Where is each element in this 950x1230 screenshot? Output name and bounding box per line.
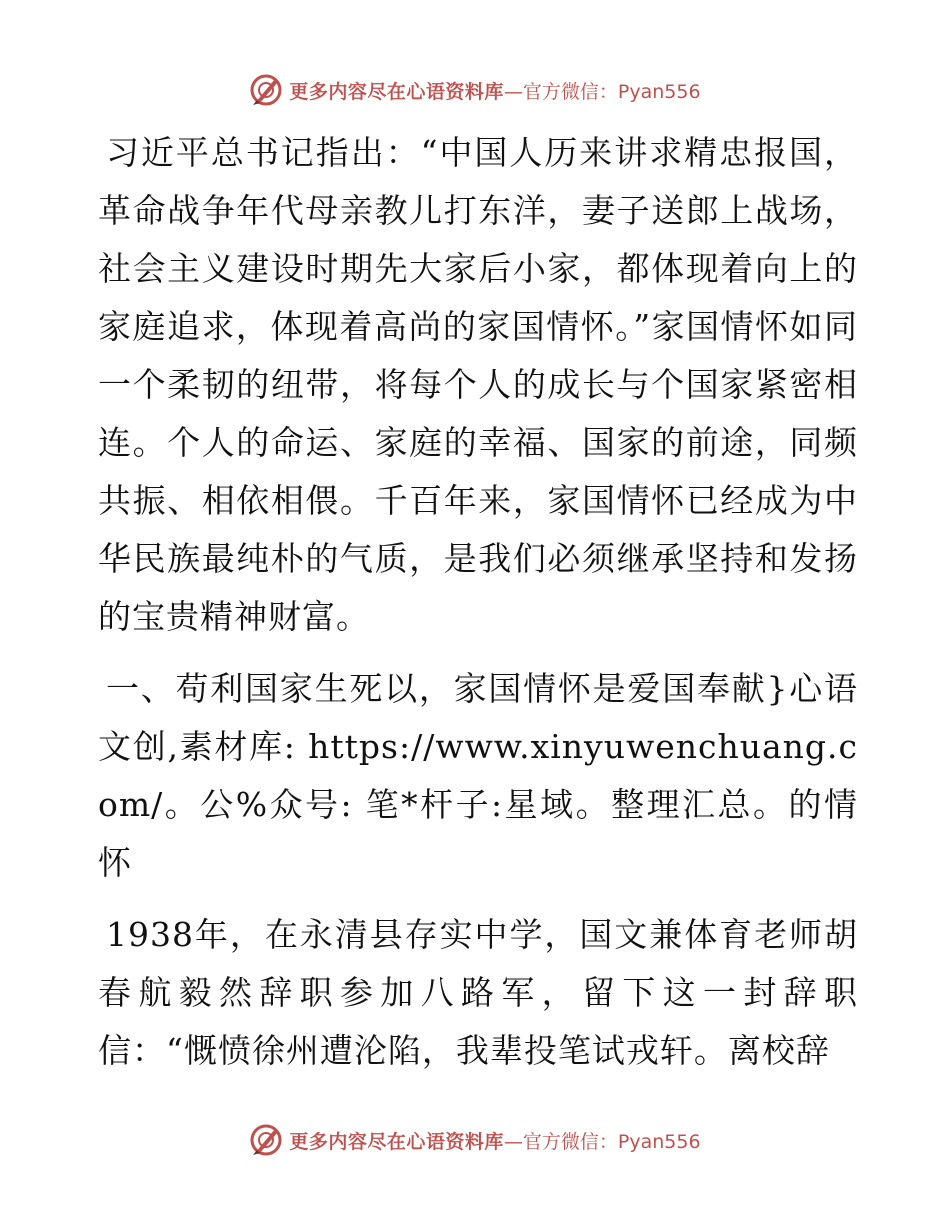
footer-wechat-text: —官方微信：Pyan556 [503,1130,701,1153]
footer-watermark [0,1120,950,1160]
paragraph-section-heading: 一、苟利国家生死以，家国情怀是爱国奉献}心语文创,素材库: https://www.xinyuwenchuang.com/。公%众号: 笔*杆子:星域。整理汇总。的情怀 [98,669,858,882]
paragraph-intro: 习近平总书记指出：“中国人历来讲求精忠报国，革命战争年代母亲教儿打东洋，妻子送郎上战场，社会主义建设时期先大家后小家，都体现着向上的家庭追求，体现着高尚的家国情怀。”家国情怀如同一个柔韧的纽带，将每个人的成长与个国家紧密相连。个人的命运、家庭的幸福、国家的前途，同频共振、相依相偎。千百年来，家国情怀已经成为中华民族最纯朴的气质，是我们必须继承坚持和发扬的宝贵精神财富。 [98,133,858,636]
paragraph-1938: 1938年，在永清县存实中学，国文兼体育老师胡春航毅然辞职参加八路军，留下这一封辞职信：“慨愤徐州遭沦陷，我辈投笔试戎轩。离校辞 [98,915,858,1070]
header-wechat-text: —官方微信：Pyan556 [503,80,701,103]
brush-logo-icon [249,73,283,107]
header-watermark [0,70,950,110]
document-body [98,124,858,1094]
brush-logo-icon [249,1123,283,1157]
header-site-text: 更多内容尽在心语资料库 [289,80,504,103]
footer-site-text: 更多内容尽在心语资料库 [289,1130,504,1153]
